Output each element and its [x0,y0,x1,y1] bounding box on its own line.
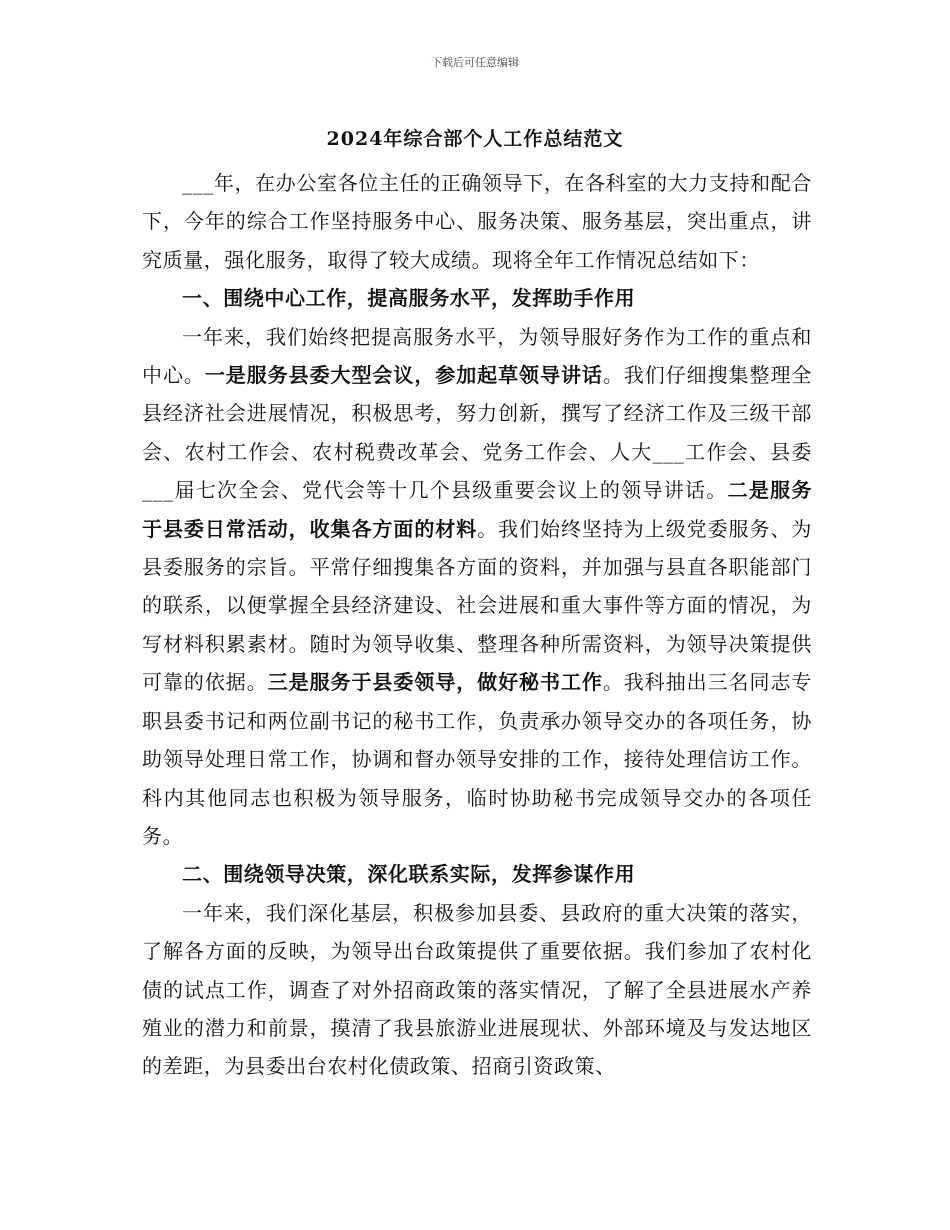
section-1-paragraph [142,318,812,856]
bold-run: 一是服务县委大型会议，参加起草领导讲话 [204,363,603,388]
text-run: 。我们仔细搜集整理全县经济社会进展情况，积极思考，努力创新，撰写了经济工作及三级干部会、农村工作会、农村税费改革会、党务工作会、人大___工作会、县委___届七次全会、党代会等十几个县级重要会议上的领导讲话。 [142,363,812,503]
bold-run: 三是服务于县委领导，做好秘书工作 [267,670,603,695]
text-run: 一年来，我们始终把提高服务水平，为领导服好务作为工作的重点和中心。 [142,324,812,388]
document-title: 2024年综合部个人工作总结范文 [326,128,624,150]
section-heading-1: 一、围绕中心工作，提高服务水平，发挥助手作用 [182,286,636,311]
intro-paragraph: ___年，在办公室各位主任的正确领导下，在各科室的大力支持和配合下，今年的综合工作坚持服务中心、服务决策、服务基层，突出重点，讲究质量，强化服务，取得了较大成绩。现将全年工作情况总结如下： [142,171,812,272]
bold-run: 二是服务于县委日常活动，收集各方面的材料 [142,478,812,541]
text-run: 。我科抽出三名同志专职县委书记和两位副书记的秘书工作，负责承办领导交办的各项任务，协助领导处理日常工作，协调和督办领导安排的工作，接待处理信访工作。科内其他同志也积极为领导服务，临时协助秘书完成领导交办的各项任务。 [142,670,812,848]
section-heading-2: 二、围绕领导决策，深化联系实际，发挥参谋作用 [182,862,636,887]
text-run: 。我们始终坚持为上级党委服务、为县委服务的宗旨。平常仔细搜集各方面的资料，并加强与县直各职能部门的联系，以便掌握全县经济建设、社会进展和重大事件等方面的情况，为写材料积累素材。随时为领导收集、整理各种所需资料，为领导决策提供可靠的依据。 [142,516,812,695]
document-body [142,164,812,1086]
section-2-paragraph: 一年来，我们深化基层，积极参加县委、县政府的重大决策的落实，了解各方面的反映，为领导出台政策提供了重要依据。我们参加了农村化债的试点工作，调查了对外招商政策的落实情况，了解了全县进展水产养殖业的潜力和前景，摸清了我县旅游业进展现状、外部环境及与发达地区的差距，为县委出台农村化债政策、招商引资政策、 [142,900,812,1079]
page-header: 下载后可任意编辑 [431,56,519,69]
